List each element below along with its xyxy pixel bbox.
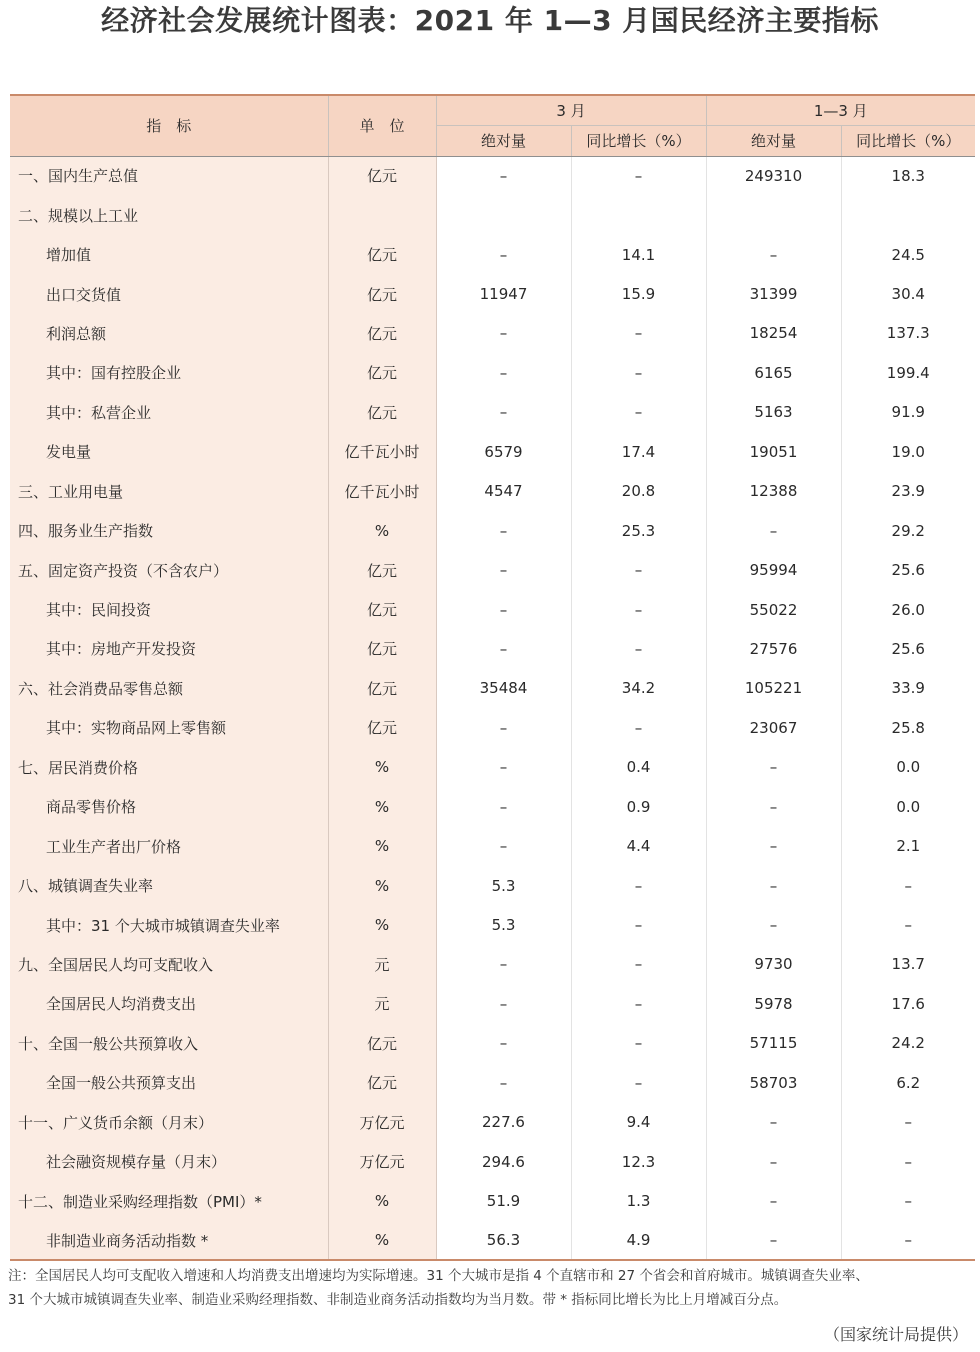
q1-absolute-cell: 55022 — [706, 590, 841, 629]
header-indicator: 指 标 — [10, 95, 328, 156]
q1-absolute-cell: – — [706, 748, 841, 787]
q1-growth-cell: – — [841, 1181, 975, 1220]
unit-cell: 亿元 — [328, 590, 436, 629]
indicator-cell: 八、城镇调查失业率 — [10, 866, 328, 905]
march-growth-cell: 4.4 — [571, 826, 706, 865]
march-absolute-cell: – — [436, 353, 571, 392]
q1-growth-cell: 13.7 — [841, 945, 975, 984]
table-row — [10, 787, 975, 826]
indicator-cell: 商品零售价格 — [10, 787, 328, 826]
march-growth-cell: 14.1 — [571, 235, 706, 274]
q1-absolute-cell: – — [706, 787, 841, 826]
march-absolute-cell: – — [436, 629, 571, 668]
q1-growth-cell: 23.9 — [841, 472, 975, 511]
march-absolute-cell: – — [436, 314, 571, 353]
q1-absolute-cell: 57115 — [706, 1024, 841, 1063]
unit-cell: 亿元 — [328, 156, 436, 195]
march-growth-cell: 25.3 — [571, 511, 706, 550]
indicator-cell: 其中：房地产开发投资 — [10, 629, 328, 668]
unit-cell: % — [328, 511, 436, 550]
march-growth-cell: – — [571, 156, 706, 195]
table-row — [10, 748, 975, 787]
table-row — [10, 156, 975, 195]
unit-cell: % — [328, 1221, 436, 1260]
indicator-cell: 利润总额 — [10, 314, 328, 353]
footnote-line-1: 注：全国居民人均可支配收入增速和人均消费支出增速均为实际增速。31 个大城市是指 4 个直辖市和 27 个省会和首府城市。城镇调查失业率、 — [8, 1268, 869, 1284]
march-growth-cell: 15.9 — [571, 274, 706, 313]
unit-cell: % — [328, 826, 436, 865]
march-absolute-cell: – — [436, 590, 571, 629]
indicator-cell: 其中：私营企业 — [10, 393, 328, 432]
table-row — [10, 1024, 975, 1063]
q1-absolute-cell: 58703 — [706, 1063, 841, 1102]
march-absolute-cell: – — [436, 1024, 571, 1063]
march-absolute-cell: 35484 — [436, 669, 571, 708]
indicator-cell: 增加值 — [10, 235, 328, 274]
table-row — [10, 353, 975, 392]
q1-growth-cell: 25.8 — [841, 708, 975, 747]
march-absolute-cell: 6579 — [436, 432, 571, 471]
header-q1-growth: 同比增长（%） — [841, 125, 975, 156]
indicator-cell: 二、规模以上工业 — [10, 195, 328, 234]
unit-cell: 万亿元 — [328, 1103, 436, 1142]
table-row — [10, 629, 975, 668]
q1-absolute-cell: 249310 — [706, 156, 841, 195]
q1-absolute-cell: 12388 — [706, 472, 841, 511]
q1-absolute-cell: – — [706, 1181, 841, 1220]
march-growth-cell: – — [571, 629, 706, 668]
march-absolute-cell: 56.3 — [436, 1221, 571, 1260]
source-credit: （国家统计局提供） — [823, 1325, 968, 1344]
unit-cell: % — [328, 787, 436, 826]
indicators-table-container — [10, 94, 975, 1261]
footnote — [8, 1264, 976, 1312]
march-absolute-cell: 4547 — [436, 472, 571, 511]
indicator-cell: 出口交货值 — [10, 274, 328, 313]
table-row — [10, 1142, 975, 1181]
q1-growth-cell: 25.6 — [841, 629, 975, 668]
indicator-cell: 四、服务业生产指数 — [10, 511, 328, 550]
indicator-cell: 十一、广义货币余额（月末） — [10, 1103, 328, 1142]
q1-growth-cell: 17.6 — [841, 984, 975, 1023]
march-growth-cell: – — [571, 1063, 706, 1102]
march-absolute-cell: – — [436, 945, 571, 984]
unit-cell: 亿元 — [328, 550, 436, 589]
march-absolute-cell: – — [436, 511, 571, 550]
table-row — [10, 708, 975, 747]
q1-absolute-cell — [706, 195, 841, 234]
q1-absolute-cell: 19051 — [706, 432, 841, 471]
march-growth-cell: – — [571, 550, 706, 589]
indicator-cell: 全国一般公共预算支出 — [10, 1063, 328, 1102]
q1-absolute-cell: – — [706, 866, 841, 905]
table-row — [10, 274, 975, 313]
march-growth-cell: 9.4 — [571, 1103, 706, 1142]
march-growth-cell: 12.3 — [571, 1142, 706, 1181]
table-row — [10, 1103, 975, 1142]
march-growth-cell: – — [571, 1024, 706, 1063]
q1-growth-cell: 24.2 — [841, 1024, 975, 1063]
header-group-q1: 1—3 月 — [706, 95, 975, 125]
q1-growth-cell: – — [841, 1142, 975, 1181]
q1-growth-cell: 26.0 — [841, 590, 975, 629]
indicator-cell: 其中：民间投资 — [10, 590, 328, 629]
indicator-cell: 十二、制造业采购经理指数（PMI）* — [10, 1181, 328, 1220]
march-absolute-cell: 5.3 — [436, 905, 571, 944]
q1-absolute-cell: – — [706, 511, 841, 550]
march-growth-cell — [571, 195, 706, 234]
table-body — [10, 156, 975, 1260]
march-growth-cell: – — [571, 393, 706, 432]
table-row — [10, 984, 975, 1023]
indicator-cell: 九、全国居民人均可支配收入 — [10, 945, 328, 984]
q1-absolute-cell: – — [706, 826, 841, 865]
q1-growth-cell: 6.2 — [841, 1063, 975, 1102]
q1-growth-cell: 25.6 — [841, 550, 975, 589]
header-march-absolute: 绝对量 — [436, 125, 571, 156]
q1-growth-cell: 30.4 — [841, 274, 975, 313]
q1-absolute-cell: – — [706, 1142, 841, 1181]
table-row — [10, 550, 975, 589]
march-absolute-cell: – — [436, 708, 571, 747]
unit-cell: 亿元 — [328, 669, 436, 708]
unit-cell: 元 — [328, 945, 436, 984]
table-row — [10, 472, 975, 511]
march-absolute-cell: – — [436, 550, 571, 589]
march-absolute-cell: – — [436, 393, 571, 432]
march-absolute-cell — [436, 195, 571, 234]
march-absolute-cell: 294.6 — [436, 1142, 571, 1181]
indicator-cell: 工业生产者出厂价格 — [10, 826, 328, 865]
indicator-cell: 六、社会消费品零售总额 — [10, 669, 328, 708]
table-row — [10, 1221, 975, 1260]
q1-absolute-cell: 6165 — [706, 353, 841, 392]
indicator-cell: 社会融资规模存量（月末） — [10, 1142, 328, 1181]
march-growth-cell: 0.9 — [571, 787, 706, 826]
unit-cell: 亿千瓦小时 — [328, 472, 436, 511]
indicator-cell: 七、居民消费价格 — [10, 748, 328, 787]
q1-absolute-cell: – — [706, 1221, 841, 1260]
table-row — [10, 314, 975, 353]
page-title: 经济社会发展统计图表：2021 年 1—3 月国民经济主要指标 — [101, 4, 879, 37]
q1-absolute-cell: 5978 — [706, 984, 841, 1023]
march-growth-cell: – — [571, 353, 706, 392]
table-row — [10, 511, 975, 550]
march-absolute-cell: 11947 — [436, 274, 571, 313]
q1-growth-cell: 33.9 — [841, 669, 975, 708]
march-growth-cell: 4.9 — [571, 1221, 706, 1260]
march-absolute-cell: – — [436, 748, 571, 787]
table-row — [10, 235, 975, 274]
header-unit: 单 位 — [328, 95, 436, 156]
march-absolute-cell: 51.9 — [436, 1181, 571, 1220]
q1-growth-cell: 0.0 — [841, 748, 975, 787]
unit-cell: 亿元 — [328, 1063, 436, 1102]
table-row — [10, 1181, 975, 1220]
unit-cell — [328, 195, 436, 234]
table-row — [10, 195, 975, 234]
table-row — [10, 432, 975, 471]
indicator-cell: 三、工业用电量 — [10, 472, 328, 511]
q1-growth-cell: 91.9 — [841, 393, 975, 432]
indicator-cell: 全国居民人均消费支出 — [10, 984, 328, 1023]
q1-growth-cell: – — [841, 1103, 975, 1142]
q1-growth-cell: 18.3 — [841, 156, 975, 195]
indicators-table — [10, 94, 975, 1261]
march-growth-cell: – — [571, 708, 706, 747]
indicator-cell: 一、国内生产总值 — [10, 156, 328, 195]
unit-cell: 亿元 — [328, 314, 436, 353]
indicator-cell: 其中：国有控股企业 — [10, 353, 328, 392]
q1-absolute-cell: 18254 — [706, 314, 841, 353]
table-row — [10, 1063, 975, 1102]
indicator-cell: 其中：实物商品网上零售额 — [10, 708, 328, 747]
footnote-line-2: 31 个大城市城镇调查失业率、制造业采购经理指数、非制造业商务活动指数均为当月数。带 * 指标同比增长为比上月增减百分点。 — [8, 1292, 788, 1308]
q1-absolute-cell: 27576 — [706, 629, 841, 668]
unit-cell: 亿元 — [328, 629, 436, 668]
q1-growth-cell: 19.0 — [841, 432, 975, 471]
unit-cell: 亿元 — [328, 235, 436, 274]
march-absolute-cell: – — [436, 826, 571, 865]
header-march-growth: 同比增长（%） — [571, 125, 706, 156]
march-growth-cell: – — [571, 905, 706, 944]
unit-cell: 元 — [328, 984, 436, 1023]
march-absolute-cell: 5.3 — [436, 866, 571, 905]
march-absolute-cell: 227.6 — [436, 1103, 571, 1142]
q1-growth-cell: 2.1 — [841, 826, 975, 865]
indicator-cell: 其中：31 个大城市城镇调查失业率 — [10, 905, 328, 944]
q1-absolute-cell: – — [706, 905, 841, 944]
q1-absolute-cell: 31399 — [706, 274, 841, 313]
q1-absolute-cell: 105221 — [706, 669, 841, 708]
indicator-cell: 十、全国一般公共预算收入 — [10, 1024, 328, 1063]
q1-growth-cell: 137.3 — [841, 314, 975, 353]
march-growth-cell: – — [571, 945, 706, 984]
q1-absolute-cell: 95994 — [706, 550, 841, 589]
indicator-cell: 发电量 — [10, 432, 328, 471]
march-growth-cell: 1.3 — [571, 1181, 706, 1220]
unit-cell: % — [328, 905, 436, 944]
unit-cell: 亿元 — [328, 1024, 436, 1063]
header-q1-absolute: 绝对量 — [706, 125, 841, 156]
q1-absolute-cell: 9730 — [706, 945, 841, 984]
indicator-cell: 五、固定资产投资（不含农户） — [10, 550, 328, 589]
header-group-march: 3 月 — [436, 95, 706, 125]
q1-absolute-cell: – — [706, 235, 841, 274]
q1-growth-cell — [841, 195, 975, 234]
unit-cell: 万亿元 — [328, 1142, 436, 1181]
table-row — [10, 905, 975, 944]
unit-cell: 亿千瓦小时 — [328, 432, 436, 471]
march-growth-cell: – — [571, 866, 706, 905]
unit-cell: 亿元 — [328, 708, 436, 747]
table-row — [10, 590, 975, 629]
unit-cell: % — [328, 748, 436, 787]
table-row — [10, 826, 975, 865]
march-growth-cell: 20.8 — [571, 472, 706, 511]
q1-absolute-cell: 5163 — [706, 393, 841, 432]
march-absolute-cell: – — [436, 1063, 571, 1102]
unit-cell: 亿元 — [328, 353, 436, 392]
march-growth-cell: – — [571, 590, 706, 629]
march-growth-cell: 34.2 — [571, 669, 706, 708]
table-row — [10, 866, 975, 905]
table-header — [10, 95, 975, 156]
unit-cell: % — [328, 1181, 436, 1220]
unit-cell: % — [328, 866, 436, 905]
march-absolute-cell: – — [436, 156, 571, 195]
unit-cell: 亿元 — [328, 274, 436, 313]
q1-growth-cell: 24.5 — [841, 235, 975, 274]
march-absolute-cell: – — [436, 984, 571, 1023]
march-absolute-cell: – — [436, 787, 571, 826]
march-growth-cell: 17.4 — [571, 432, 706, 471]
indicator-cell: 非制造业商务活动指数 * — [10, 1221, 328, 1260]
table-row — [10, 669, 975, 708]
unit-cell: 亿元 — [328, 393, 436, 432]
q1-growth-cell: 29.2 — [841, 511, 975, 550]
q1-growth-cell: – — [841, 905, 975, 944]
q1-growth-cell: 0.0 — [841, 787, 975, 826]
q1-absolute-cell: 23067 — [706, 708, 841, 747]
q1-growth-cell: 199.4 — [841, 353, 975, 392]
march-growth-cell: – — [571, 314, 706, 353]
q1-growth-cell: – — [841, 866, 975, 905]
q1-absolute-cell: – — [706, 1103, 841, 1142]
table-row — [10, 945, 975, 984]
table-row — [10, 393, 975, 432]
march-absolute-cell: – — [436, 235, 571, 274]
q1-growth-cell: – — [841, 1221, 975, 1260]
march-growth-cell: 0.4 — [571, 748, 706, 787]
march-growth-cell: – — [571, 984, 706, 1023]
